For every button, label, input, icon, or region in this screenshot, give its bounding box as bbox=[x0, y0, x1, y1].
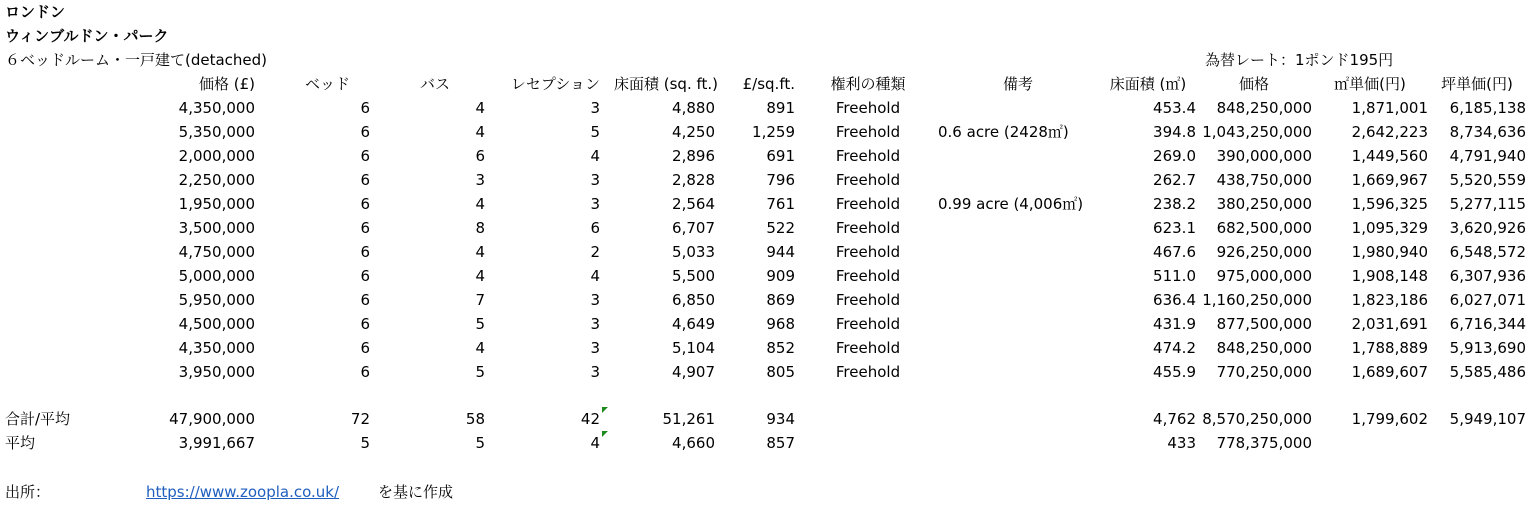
table-cell[interactable]: 6 bbox=[360, 99, 370, 117]
table-cell[interactable]: 4 bbox=[475, 243, 485, 261]
table-cell[interactable]: 636.4 bbox=[1153, 291, 1196, 309]
table-cell[interactable]: 5,104 bbox=[672, 339, 715, 357]
table-cell[interactable]: 4 bbox=[475, 267, 485, 285]
table-cell[interactable]: 2,031,691 bbox=[1351, 315, 1428, 333]
table-cell[interactable]: 5 bbox=[475, 363, 485, 381]
table-cell[interactable]: 390,000,000 bbox=[1216, 147, 1312, 165]
table-cell[interactable]: Freehold bbox=[835, 195, 901, 213]
table-cell[interactable]: 1,095,329 bbox=[1351, 219, 1428, 237]
table-cell[interactable]: 2,896 bbox=[672, 147, 715, 165]
table-cell[interactable]: 3 bbox=[590, 291, 600, 309]
table-cell[interactable]: 6 bbox=[360, 219, 370, 237]
column-header: 備考 bbox=[1002, 75, 1033, 93]
column-header: 床面積 (sq. ft.) bbox=[613, 75, 718, 93]
table-cell[interactable]: 2 bbox=[590, 243, 600, 261]
table-cell[interactable]: 4 bbox=[475, 123, 485, 141]
table-cell[interactable]: Freehold bbox=[835, 123, 901, 141]
table-cell[interactable]: 7 bbox=[475, 291, 485, 309]
table-cell[interactable]: 5,277,115 bbox=[1449, 195, 1526, 213]
table-cell[interactable]: 1,259 bbox=[752, 123, 795, 141]
averages-label: 平均 bbox=[5, 434, 36, 452]
column-header: ㎡単価(円) bbox=[1334, 75, 1406, 93]
table-cell[interactable]: 848,250,000 bbox=[1216, 339, 1312, 357]
table-cell[interactable]: 453.4 bbox=[1153, 99, 1196, 117]
table-cell[interactable] bbox=[938, 144, 1098, 168]
table-cell[interactable]: 796 bbox=[766, 171, 795, 189]
table-cell[interactable]: 6 bbox=[360, 291, 370, 309]
table-cell[interactable]: 4,649 bbox=[672, 315, 715, 333]
column-header: ベッド bbox=[304, 75, 350, 93]
table-cell[interactable]: 891 bbox=[766, 99, 795, 117]
table-cell[interactable]: 0.99 acre (4,006㎡) bbox=[938, 195, 1084, 213]
table-cell[interactable]: Freehold bbox=[835, 243, 901, 261]
table-cell[interactable]: 5 bbox=[590, 123, 600, 141]
column-header: 床面積 (㎡) bbox=[1109, 75, 1187, 93]
table-cell[interactable]: 1,823,186 bbox=[1351, 291, 1428, 309]
table-cell[interactable]: 6 bbox=[590, 219, 600, 237]
table-cell[interactable]: 3,620,926 bbox=[1449, 219, 1526, 237]
table-cell[interactable]: 5,000,000 bbox=[178, 267, 255, 285]
table-cell[interactable]: 0.6 acre (2428㎡) bbox=[938, 123, 1069, 141]
table-cell[interactable]: Freehold bbox=[835, 219, 901, 237]
table-cell[interactable]: Freehold bbox=[835, 267, 901, 285]
table-cell[interactable]: Freehold bbox=[835, 99, 901, 117]
averages-cell[interactable] bbox=[1428, 431, 1526, 455]
table-cell[interactable]: 3 bbox=[590, 339, 600, 357]
averages-cell[interactable]: 3,991,667 bbox=[178, 434, 255, 452]
column-header: 価格 (£) bbox=[198, 75, 255, 93]
table-cell[interactable] bbox=[938, 168, 1098, 192]
table-cell[interactable]: 1,449,560 bbox=[1351, 147, 1428, 165]
totals-cell[interactable]: 5,949,107 bbox=[1449, 410, 1526, 428]
source-suffix: を基に作成 bbox=[378, 483, 454, 501]
table-cell[interactable]: 474.2 bbox=[1153, 339, 1196, 357]
table-cell[interactable]: 805 bbox=[766, 363, 795, 381]
totals-cell[interactable]: 47,900,000 bbox=[169, 410, 255, 428]
column-header: £/sq.ft. bbox=[742, 75, 795, 93]
averages-cell[interactable] bbox=[808, 431, 928, 455]
exchange-rate: 為替レート：1ポンド195円 bbox=[1205, 51, 1394, 69]
table-cell[interactable] bbox=[938, 312, 1098, 336]
column-header: レセプション bbox=[510, 75, 600, 93]
table-cell[interactable]: 877,500,000 bbox=[1216, 315, 1312, 333]
averages-cell[interactable]: 4,660 bbox=[672, 434, 715, 452]
table-cell[interactable]: 1,669,967 bbox=[1351, 171, 1428, 189]
table-cell[interactable]: 4,350,000 bbox=[178, 339, 255, 357]
table-cell[interactable]: 968 bbox=[766, 315, 795, 333]
table-cell[interactable]: 852 bbox=[766, 339, 795, 357]
table-cell[interactable]: 5,585,486 bbox=[1449, 363, 1526, 381]
averages-cell[interactable]: 4 bbox=[590, 434, 600, 452]
table-cell[interactable]: 6,850 bbox=[672, 291, 715, 309]
table-cell[interactable]: 691 bbox=[766, 147, 795, 165]
table-cell[interactable]: 3 bbox=[590, 195, 600, 213]
table-cell[interactable]: 1,950,000 bbox=[178, 195, 255, 213]
table-cell[interactable]: 6 bbox=[360, 363, 370, 381]
table-cell[interactable]: 6,027,071 bbox=[1449, 291, 1526, 309]
averages-cell[interactable] bbox=[938, 431, 1098, 455]
table-cell[interactable]: 4,500,000 bbox=[178, 315, 255, 333]
table-cell[interactable]: 3,950,000 bbox=[178, 363, 255, 381]
table-cell[interactable]: 3 bbox=[590, 315, 600, 333]
table-cell[interactable]: 1,980,940 bbox=[1351, 243, 1428, 261]
table-cell[interactable]: 1,160,250,000 bbox=[1202, 291, 1312, 309]
table-cell[interactable]: 4 bbox=[475, 339, 485, 357]
source-label: 出所： bbox=[5, 483, 51, 501]
table-cell[interactable]: 522 bbox=[766, 219, 795, 237]
comment-marker-icon bbox=[602, 431, 608, 437]
averages-cell[interactable]: 5 bbox=[360, 434, 370, 452]
table-cell[interactable]: 6 bbox=[360, 267, 370, 285]
table-cell[interactable]: 3 bbox=[590, 171, 600, 189]
table-cell[interactable] bbox=[938, 336, 1098, 360]
averages-cell[interactable]: 857 bbox=[766, 434, 795, 452]
table-cell[interactable]: 4 bbox=[475, 99, 485, 117]
table-cell[interactable] bbox=[938, 216, 1098, 240]
column-header: 価格 bbox=[1238, 75, 1269, 93]
table-cell[interactable]: 2,642,223 bbox=[1351, 123, 1428, 141]
table-cell[interactable]: 6 bbox=[360, 147, 370, 165]
table-cell[interactable]: 438,750,000 bbox=[1216, 171, 1312, 189]
table-cell[interactable]: 4,880 bbox=[672, 99, 715, 117]
source-link[interactable]: https://www.zoopla.co.uk/ bbox=[146, 483, 340, 501]
table-cell[interactable] bbox=[938, 360, 1098, 384]
table-cell[interactable]: 8 bbox=[475, 219, 485, 237]
table-cell[interactable]: 6 bbox=[360, 315, 370, 333]
table-cell[interactable]: 5,913,690 bbox=[1449, 339, 1526, 357]
averages-cell[interactable]: 433 bbox=[1167, 434, 1196, 452]
table-cell[interactable]: 682,500,000 bbox=[1216, 219, 1312, 237]
table-cell[interactable]: 2,828 bbox=[672, 171, 715, 189]
table-cell[interactable]: 511.0 bbox=[1153, 267, 1196, 285]
totals-cell[interactable]: 51,261 bbox=[662, 410, 715, 428]
table-cell[interactable]: 6,707 bbox=[672, 219, 715, 237]
title-type: ６ベッドルーム・一戸建て(detached) bbox=[5, 51, 268, 69]
table-cell[interactable]: 380,250,000 bbox=[1216, 195, 1312, 213]
table-cell[interactable]: 394.8 bbox=[1153, 123, 1196, 141]
table-cell[interactable]: 5,500 bbox=[672, 267, 715, 285]
table-cell[interactable]: 6 bbox=[475, 147, 485, 165]
table-cell[interactable] bbox=[938, 264, 1098, 288]
table-cell[interactable]: 238.2 bbox=[1153, 195, 1196, 213]
table-cell[interactable]: 1,908,148 bbox=[1351, 267, 1428, 285]
table-cell[interactable]: 6 bbox=[360, 339, 370, 357]
table-cell[interactable]: 4,250 bbox=[672, 123, 715, 141]
table-cell[interactable]: 761 bbox=[766, 195, 795, 213]
table-cell[interactable]: 944 bbox=[766, 243, 795, 261]
table-cell[interactable]: 3 bbox=[590, 363, 600, 381]
table-cell[interactable]: 1,788,889 bbox=[1351, 339, 1428, 357]
table-cell[interactable]: 6 bbox=[360, 243, 370, 261]
table-cell[interactable]: 6,716,344 bbox=[1449, 315, 1526, 333]
comment-marker-icon bbox=[602, 407, 608, 413]
averages-cell[interactable]: 778,375,000 bbox=[1216, 434, 1312, 452]
totals-label: 合計/平均 bbox=[5, 410, 71, 428]
table-cell[interactable]: Freehold bbox=[835, 363, 901, 381]
table-cell[interactable]: 8,734,636 bbox=[1449, 123, 1526, 141]
title-area: ウィンブルドン・パーク bbox=[5, 27, 169, 45]
table-cell[interactable]: 4,750,000 bbox=[178, 243, 255, 261]
table-cell[interactable]: Freehold bbox=[835, 339, 901, 357]
table-cell[interactable]: 4 bbox=[475, 195, 485, 213]
table-cell[interactable]: 467.6 bbox=[1153, 243, 1196, 261]
table-cell[interactable]: Freehold bbox=[835, 171, 901, 189]
table-cell[interactable]: 2,564 bbox=[672, 195, 715, 213]
table-cell[interactable]: 2,000,000 bbox=[178, 147, 255, 165]
column-header: 坪単価(円) bbox=[1441, 75, 1513, 93]
table-cell[interactable]: Freehold bbox=[835, 315, 901, 333]
table-cell[interactable]: 623.1 bbox=[1153, 219, 1196, 237]
totals-cell[interactable] bbox=[808, 407, 928, 431]
title-city: ロンドン bbox=[5, 3, 66, 21]
table-cell[interactable]: 1,596,325 bbox=[1351, 195, 1428, 213]
table-cell[interactable]: 1,689,607 bbox=[1351, 363, 1428, 381]
averages-cell[interactable]: 5 bbox=[475, 434, 485, 452]
table-cell[interactable]: 4 bbox=[590, 147, 600, 165]
table-cell[interactable]: 4,350,000 bbox=[178, 99, 255, 117]
table-cell[interactable]: 975,000,000 bbox=[1216, 267, 1312, 285]
table-cell[interactable]: 848,250,000 bbox=[1216, 99, 1312, 117]
table-cell[interactable]: 4,907 bbox=[672, 363, 715, 381]
table-cell[interactable] bbox=[938, 240, 1098, 264]
table-cell[interactable] bbox=[938, 288, 1098, 312]
column-header: バス bbox=[419, 75, 450, 93]
table-cell[interactable]: 6 bbox=[360, 171, 370, 189]
table-cell[interactable]: 6,185,138 bbox=[1449, 99, 1526, 117]
table-cell[interactable]: 4 bbox=[590, 267, 600, 285]
totals-cell[interactable]: 72 bbox=[350, 410, 370, 428]
table-cell[interactable]: 1,871,001 bbox=[1351, 99, 1428, 117]
table-cell[interactable]: 770,250,000 bbox=[1216, 363, 1312, 381]
table-cell[interactable]: 4,791,940 bbox=[1449, 147, 1526, 165]
table-cell[interactable]: 431.9 bbox=[1153, 315, 1196, 333]
column-header: 権利の種類 bbox=[830, 75, 906, 93]
table-cell[interactable]: 269.0 bbox=[1153, 147, 1196, 165]
totals-cell[interactable]: 934 bbox=[766, 410, 795, 428]
totals-cell[interactable]: 42 bbox=[580, 410, 600, 428]
table-cell[interactable]: 455.9 bbox=[1153, 363, 1196, 381]
table-cell[interactable]: 3 bbox=[475, 171, 485, 189]
table-cell[interactable]: 5,350,000 bbox=[178, 123, 255, 141]
table-cell[interactable]: 6 bbox=[360, 123, 370, 141]
totals-cell[interactable]: 58 bbox=[465, 410, 485, 428]
totals-cell[interactable]: 1,799,602 bbox=[1351, 410, 1428, 428]
table-cell[interactable]: 3,500,000 bbox=[178, 219, 255, 237]
table-cell[interactable]: 869 bbox=[766, 291, 795, 309]
table-cell[interactable]: 1,043,250,000 bbox=[1202, 123, 1312, 141]
table-cell[interactable]: 3 bbox=[590, 99, 600, 117]
table-cell[interactable]: 5,520,559 bbox=[1449, 171, 1526, 189]
averages-cell[interactable] bbox=[1312, 431, 1428, 455]
table-cell[interactable]: 262.7 bbox=[1153, 171, 1196, 189]
table-cell[interactable]: 909 bbox=[766, 267, 795, 285]
table-cell[interactable]: 6 bbox=[360, 195, 370, 213]
table-cell[interactable]: Freehold bbox=[835, 147, 901, 165]
table-cell[interactable]: Freehold bbox=[835, 291, 901, 309]
table-cell[interactable]: 5,950,000 bbox=[178, 291, 255, 309]
table-cell[interactable] bbox=[938, 96, 1098, 120]
table-cell[interactable]: 6,548,572 bbox=[1449, 243, 1526, 261]
totals-cell[interactable] bbox=[938, 407, 1098, 431]
table-cell[interactable]: 5 bbox=[475, 315, 485, 333]
table-cell[interactable]: 926,250,000 bbox=[1216, 243, 1312, 261]
totals-cell[interactable]: 8,570,250,000 bbox=[1202, 410, 1312, 428]
totals-cell[interactable]: 4,762 bbox=[1153, 410, 1196, 428]
table-cell[interactable]: 2,250,000 bbox=[178, 171, 255, 189]
table-cell[interactable]: 6,307,936 bbox=[1449, 267, 1526, 285]
table-cell[interactable]: 5,033 bbox=[672, 243, 715, 261]
